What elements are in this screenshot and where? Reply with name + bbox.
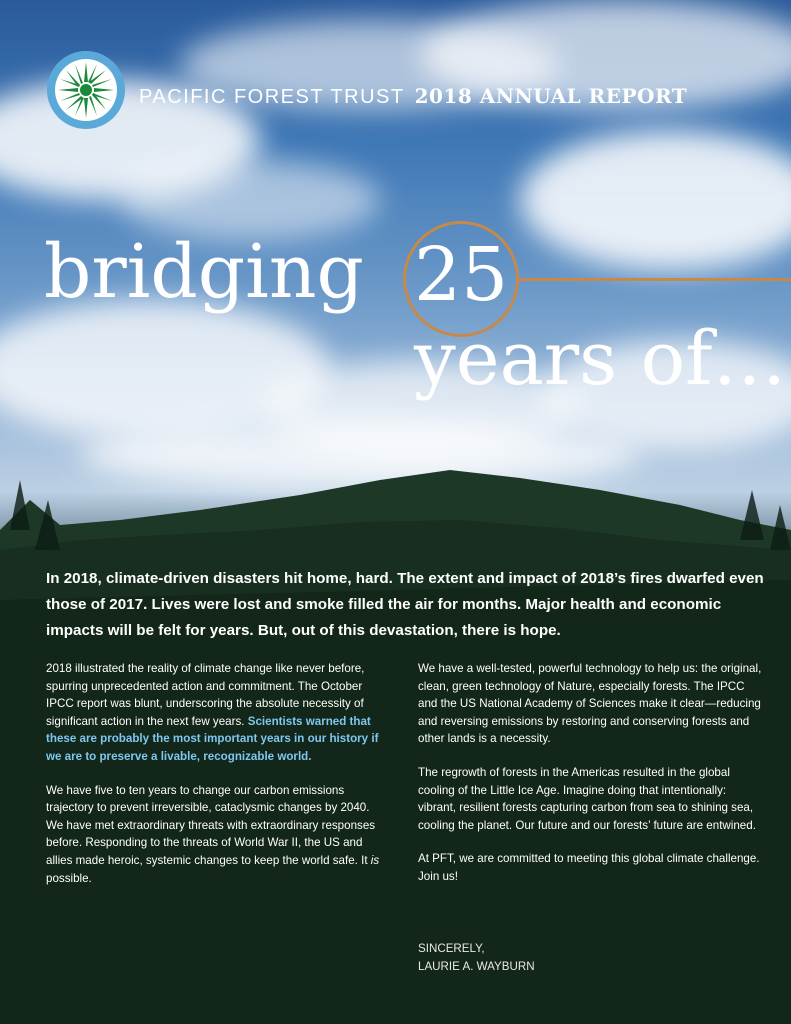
body-column-1 xyxy=(46,660,386,903)
pft-sunburst-logo-icon xyxy=(46,50,126,130)
org-name: PACIFIC FOREST TRUST xyxy=(139,86,405,108)
emphasis-text: is xyxy=(370,853,380,867)
body-column-2 xyxy=(418,660,763,902)
headline-line1: bridging xyxy=(44,229,364,315)
col2-paragraph-2: The regrowth of forests in the Americas resulted in the global cooling of the Little Ice Age. Imagine doing that intentionally: vibrant, resilient forests capturing carbon from sea to shining sea, cooling the planet. Our future and our forests’ future are entwined. xyxy=(418,765,756,832)
headline-number: 25 xyxy=(414,232,509,318)
col2-paragraph-3: At PFT, we are committed to meeting this global climate challenge. Join us! xyxy=(418,852,760,883)
lede-paragraph: In 2018, climate-driven disasters hit home, hard. The extent and impact of 2018’s fires dwarfed even those of 2017. Lives were lost and smoke filled the air for months. Major health and economic impacts will be felt for years. But, out of this devastation, there is hope. xyxy=(46,570,764,639)
accent-rule xyxy=(519,278,791,281)
col2-paragraph-1: We have a well-tested, powerful technology to help us: the original, clean, green technology of Nature, especially forests. The IPCC and the US National Academy of Sciences make it clear—reducing and reversing emissions by restoring and conserving forests and other lands is a necessity. xyxy=(418,662,762,746)
report-title: 2018 ANNUAL REPORT xyxy=(414,84,688,108)
col1-paragraph-2: We have five to ten years to change our carbon emissions trajectory to prevent irreversible, cataclysmic changes by 2040. We have met extraordinary threats with extraordinary responses before. Responding to the threats of World War II, the US and allies made heroic, systemic changes to keep the world safe. It is possible. xyxy=(46,783,380,885)
report-header xyxy=(139,84,687,109)
signature-block xyxy=(418,940,535,976)
highlight-text: Scientists warned that these are probably the most important years in our history if we are to preserve a livable, recognizable world. xyxy=(46,714,379,763)
signature-closing: SINCERELY, xyxy=(418,942,485,955)
col1-paragraph-1: 2018 illustrated the reality of climate change like never before, spurring unprecedented action and commitment. The October IPCC report was blunt, underscoring the absolute necessity of significant action in the next few years. Scientists warned that these are probably the most important years in our history if we are to preserve a livable, recognizable world. xyxy=(46,662,379,763)
headline-line2: years of… xyxy=(414,316,787,402)
signature-name: LAURIE A. WAYBURN xyxy=(418,960,535,973)
